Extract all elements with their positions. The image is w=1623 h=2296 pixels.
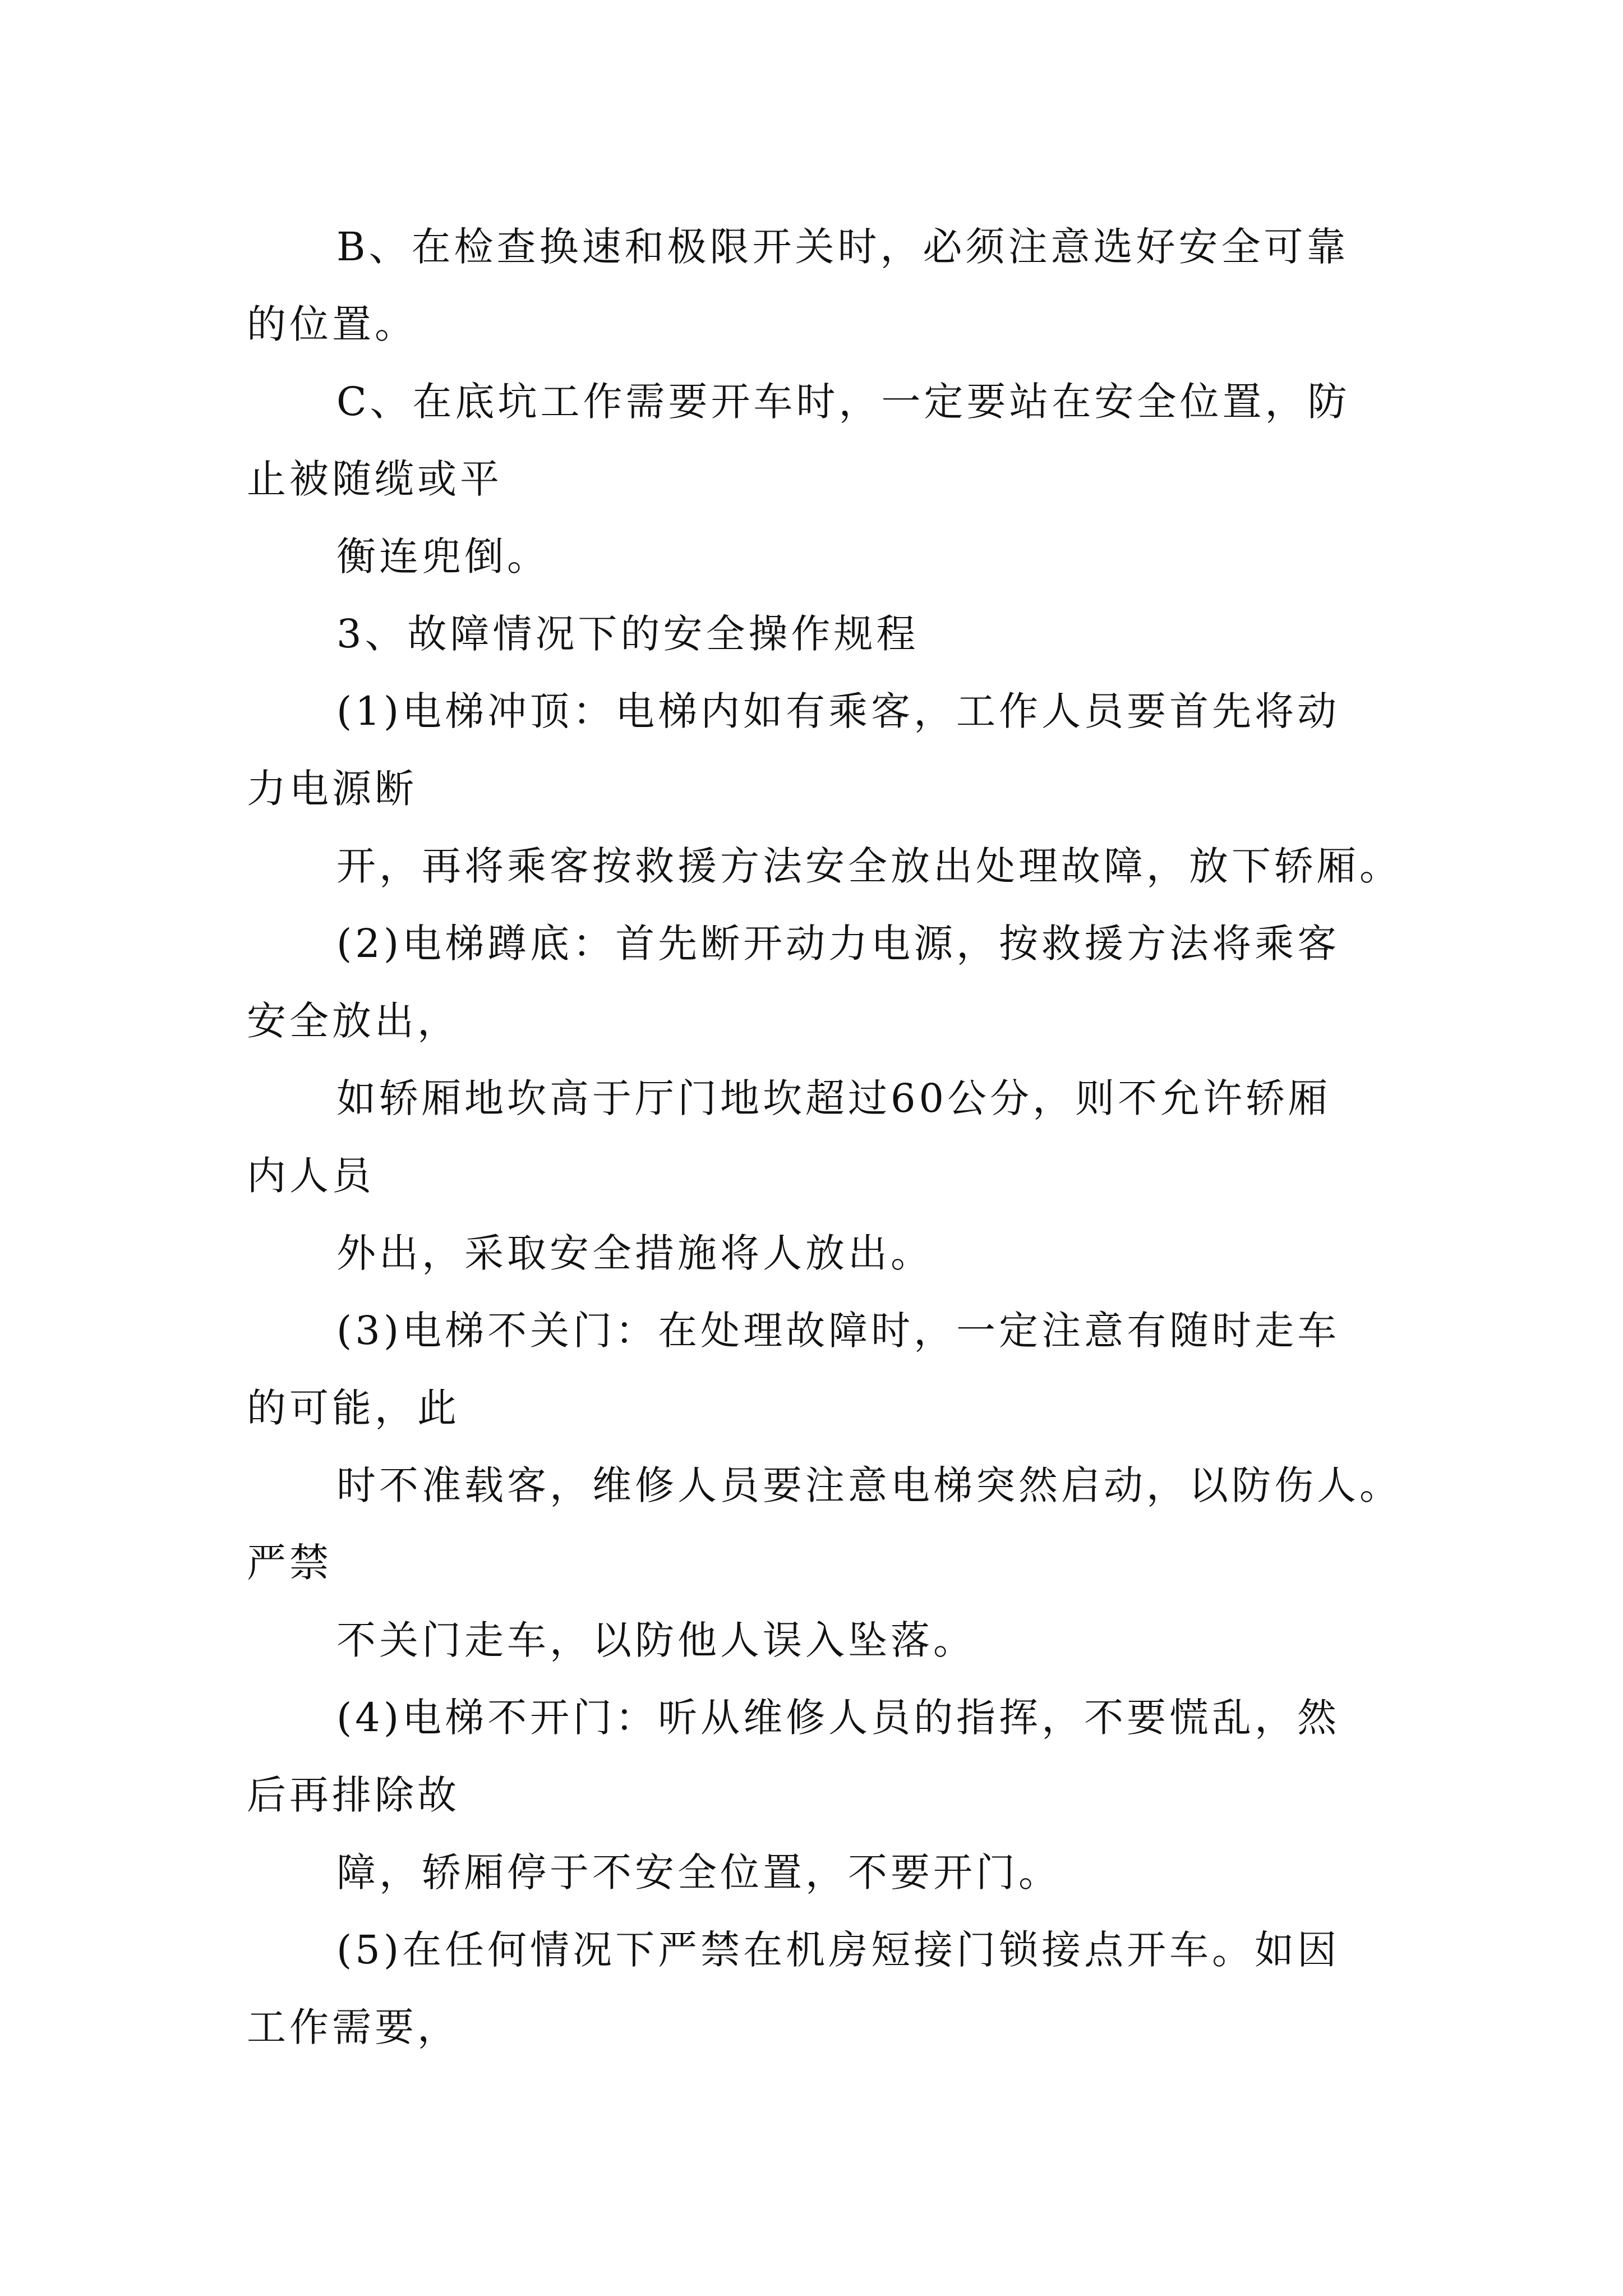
text-line-4: 止被随缆或平 [247,456,502,502]
text-line-5: 衡连兜倒。 [336,533,550,579]
text-line-17: 时不准载客，维修人员要注意电梯突然启动，以防伤人。 [336,1462,1402,1508]
text-line-20: (4)电梯不开门：听从维修人员的指挥，不要慌乱，然 [336,1695,1340,1741]
text-line-15: (3)电梯不关门：在处理故障时，一定注意有随时走车 [336,1308,1340,1354]
text-line-21: 后再排除故 [247,1772,460,1818]
text-line-23: (5)在任何情况下严禁在机房短接门锁接点开车。如因 [336,1927,1340,1973]
text-line-13: 内人员 [247,1153,375,1199]
section-heading: 3、故障情况下的安全操作规程 [336,611,919,657]
text-line-8: 力电源断 [247,766,417,812]
text-line-9: 开，再将乘客按救援方法安全放出处理故障，放下轿厢。 [336,843,1402,889]
text-line-12: 如轿厢地坎高于厅门地坎超过60公分，则不允许轿厢 [336,1075,1331,1121]
text-line-18: 严禁 [247,1540,332,1586]
text-line-2: 的位置。 [247,301,417,347]
text-line-7: (1)电梯冲顶：电梯内如有乘客，工作人员要首先将动 [336,688,1340,734]
text-line-14: 外出，采取安全措施将人放出。 [336,1230,933,1276]
text-line-16: 的可能，此 [247,1385,460,1431]
text-line-3: C、在底坑工作需要开车时，一定要站在安全位置，防 [336,379,1350,425]
text-line-10: (2)电梯蹲底：首先断开动力电源，按救援方法将乘客 [336,921,1340,967]
text-line-22: 障，轿厢停于不安全位置，不要开门。 [336,1849,1061,1895]
text-line-19: 不关门走车，以防他人误入坠落。 [336,1617,976,1663]
text-line-24: 工作需要， [247,2004,460,2050]
text-line-11: 安全放出， [247,998,460,1044]
text-line-1: B、在检查换速和极限开关时，必须注意选好安全可靠 [336,224,1349,270]
